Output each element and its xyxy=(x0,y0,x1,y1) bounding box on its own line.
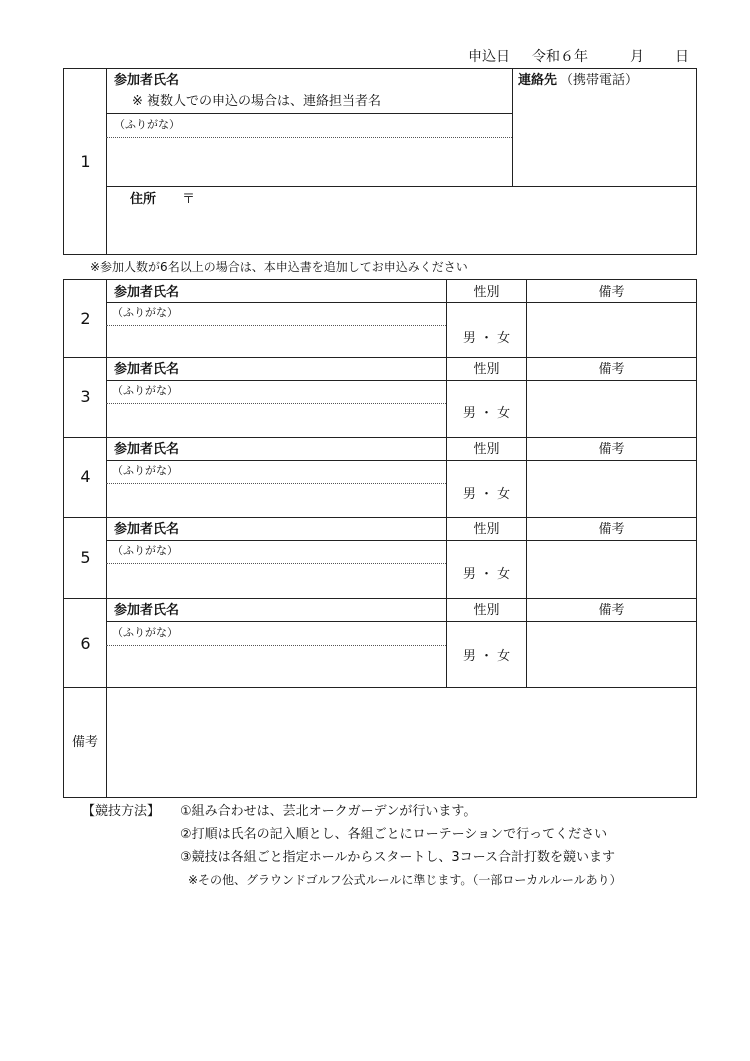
furigana-label: （ふりがな） xyxy=(112,384,178,397)
row-number: 5 xyxy=(80,548,91,567)
name-input-area[interactable] xyxy=(107,140,511,184)
row-number: 3 xyxy=(80,387,91,406)
competition-label: 【競技方法】 xyxy=(82,804,161,819)
name-input-area[interactable] xyxy=(107,647,445,686)
name-label: 参加者氏名 xyxy=(114,73,180,88)
furigana-label: （ふりがな） xyxy=(112,306,178,319)
furigana-label: （ふりがな） xyxy=(112,626,178,639)
address-input-area[interactable] xyxy=(107,210,695,253)
contact-paren: （携帯電話） xyxy=(560,73,639,88)
gender-options[interactable]: 男 ・ 女 xyxy=(462,649,511,664)
era-year: 令和６年 xyxy=(532,49,588,65)
contact-input-area[interactable] xyxy=(513,92,695,184)
gender-label: 性別 xyxy=(473,522,500,537)
gender-options[interactable]: 男 ・ 女 xyxy=(462,487,511,502)
rule-1: ①組み合わせは、芸北オークガーデンが行います。 xyxy=(180,804,477,819)
remarks-label: 備考 xyxy=(598,442,625,457)
remarks-input-area[interactable] xyxy=(527,541,695,597)
name-input-area[interactable] xyxy=(107,485,445,516)
row-number: 6 xyxy=(80,634,91,653)
remarks-input-area[interactable] xyxy=(107,688,695,796)
gender-label: 性別 xyxy=(473,285,500,300)
name-label: 参加者氏名 xyxy=(114,522,180,537)
gender-label: 性別 xyxy=(473,442,500,457)
remarks-input-area[interactable] xyxy=(527,381,695,436)
day-label: 日 xyxy=(675,49,689,65)
furigana-label: （ふりがな） xyxy=(112,464,178,477)
month-label: 月 xyxy=(630,49,644,65)
rule-2: ②打順は氏名の記入順とし、各組ごとにローテーションで行ってください xyxy=(180,827,608,842)
gender-options[interactable]: 男 ・ 女 xyxy=(462,331,511,346)
name-note: ※ 複数人での申込の場合は、連絡担当者名 xyxy=(132,94,382,109)
remarks-label: 備考 xyxy=(598,522,625,537)
gender-label: 性別 xyxy=(473,362,500,377)
name-input-area[interactable] xyxy=(107,565,445,597)
row-number: 2 xyxy=(80,309,91,328)
six-or-more-note: ※参加人数が6名以上の場合は、本申込書を追加してお申込みください xyxy=(90,260,468,274)
remarks-label: 備考 xyxy=(598,285,625,300)
contact-label: 連絡先 xyxy=(518,73,558,88)
apply-date-label: 申込日 xyxy=(468,49,510,65)
row-number: 4 xyxy=(80,467,91,486)
furigana-label: （ふりがな） xyxy=(112,544,178,557)
name-label: 参加者氏名 xyxy=(114,442,180,457)
name-label: 参加者氏名 xyxy=(114,362,180,377)
remarks-label: 備考 xyxy=(598,362,625,377)
furigana-label: （ふりがな） xyxy=(114,118,180,131)
name-input-area[interactable] xyxy=(107,327,445,356)
name-label: 参加者氏名 xyxy=(114,603,180,618)
gender-options[interactable]: 男 ・ 女 xyxy=(462,567,511,582)
remarks-input-area[interactable] xyxy=(527,622,695,686)
postal-mark: 〒 xyxy=(182,192,196,207)
gender-options[interactable]: 男 ・ 女 xyxy=(462,406,511,421)
remarks-input-area[interactable] xyxy=(527,303,695,356)
remarks-label: 備考 xyxy=(598,603,625,618)
row-number: 1 xyxy=(80,152,91,171)
competition-note: ※その他、グラウンドゴルフ公式ルールに準じます。（一部ローカルルールあり） xyxy=(188,873,622,887)
gender-label: 性別 xyxy=(473,603,500,618)
rule-3: ③競技は各組ごと指定ホールからスタートし、3コース合計打数を競います xyxy=(180,850,616,865)
name-label: 参加者氏名 xyxy=(114,285,180,300)
remarks-row-label: 備考 xyxy=(71,735,98,750)
address-label: 住所 xyxy=(130,192,157,207)
remarks-input-area[interactable] xyxy=(527,461,695,516)
name-input-area[interactable] xyxy=(107,405,445,436)
